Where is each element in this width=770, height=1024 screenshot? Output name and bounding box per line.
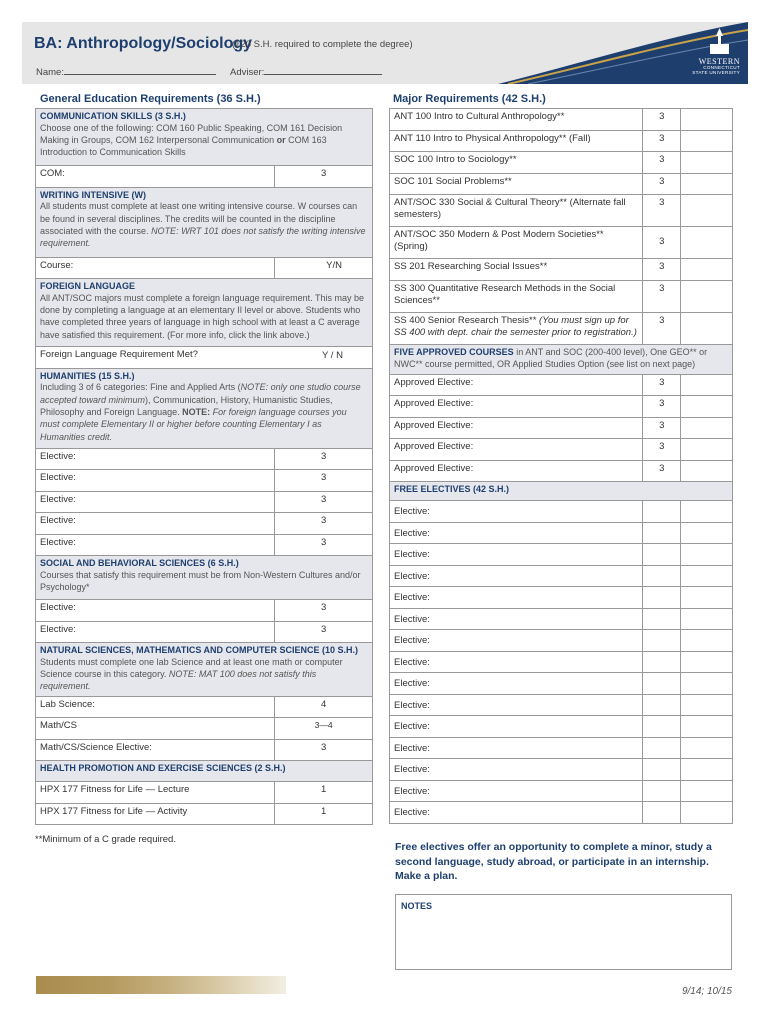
gen-ed-table [35,108,373,825]
table-row[interactable] [390,374,733,396]
grade-cell[interactable] [681,608,733,630]
row-value: 3 [275,621,373,643]
writing-heading: WRITING INTENSIVE (W) [40,189,146,200]
grade-cell[interactable] [681,374,733,396]
grade-cell[interactable] [681,522,733,544]
approved-section [390,344,733,374]
grade-cell[interactable] [681,130,733,152]
comm-heading: COMMUNICATION SKILLS (3 S.H.) [40,111,186,121]
table-row[interactable] [36,166,373,188]
row-label: Elective: [390,544,643,566]
row-label: Elective: [390,780,643,802]
free-electives-note: Free electives offer an opportunity to complete a minor, study a second language, study abroad, or participate in an internship. Make a plan. [395,841,712,883]
row-label: COM: [36,166,275,188]
grade-cell[interactable] [681,780,733,802]
table-row[interactable] [36,696,373,718]
table-row[interactable] [36,803,373,825]
grade-cell[interactable] [681,694,733,716]
name-field[interactable] [36,66,216,78]
humanities-desc: Including 3 of 6 categories: Fine and Applied Arts (NOTE: only one studio course accepted toward minimum), Communication, History, Humanistic Studies, Philosophy and Foreign Language. NOTE: For foreign language courses you must complete Elementary II or higher before counting Elementary I as Humanities credit. [40,382,361,442]
adviser-field[interactable] [230,66,382,78]
table-row[interactable] [390,439,733,461]
row-label: SOC 101 Social Problems** [390,173,643,195]
row-value: 3 [275,534,373,556]
table-row[interactable] [390,227,733,259]
credit-cell[interactable] [643,673,681,695]
row-value: 1 [275,803,373,825]
row-label: Elective: [390,522,643,544]
grade-cell[interactable] [681,565,733,587]
table-row[interactable] [390,544,733,566]
table-row[interactable] [390,780,733,802]
social-heading: SOCIAL AND BEHAVIORAL SCIENCES (6 S.H.) [40,558,239,568]
row-label: Elective: [390,802,643,824]
health-heading: HEALTH PROMOTION AND EXERCISE SCIENCES (2 S.H.) [40,763,286,774]
row-label: HPX 177 Fitness for Life — Lecture [36,782,275,804]
table-row[interactable] [36,470,373,492]
table-row[interactable] [36,257,373,279]
row-value: 3 [275,513,373,535]
row-value: 3 [275,470,373,492]
grade-cell[interactable] [681,109,733,131]
row-label: ANT 100 Intro to Cultural Anthropology** [390,109,643,131]
row-label: SS 300 Quantitative Research Methods in the Social Sciences** [390,280,643,312]
table-row[interactable] [390,280,733,312]
language-desc: All ANT/SOC majors must complete a foreign language requirement. This may be done by completing a language at an elementary II level or above. Students who have completed three years of language in high school with at least a C average have satisfied this requirement. (For more info, click the link above.) [40,292,364,340]
row-label: Elective: [390,694,643,716]
row-value: 3 [643,173,681,195]
credit-cell[interactable] [643,587,681,609]
row-label: Elective: [390,759,643,781]
row-value: 3—4 [275,718,373,740]
table-row[interactable] [36,491,373,513]
row-value: 4 [275,696,373,718]
table-row[interactable] [390,716,733,738]
table-row[interactable] [36,534,373,556]
form-title: BA: Anthropology/Sociology [34,35,253,52]
row-value: 3 [643,280,681,312]
form-subtitle: (120 S.H. required to complete the degree) [232,39,413,50]
table-row[interactable] [390,802,733,824]
grade-cell[interactable] [681,630,733,652]
row-label: Elective: [390,651,643,673]
grade-cell[interactable] [681,759,733,781]
grade-cell[interactable] [681,587,733,609]
comm-desc: Choose one of the following: COM 160 Public Speaking, COM 161 Decision Making in Groups, COM 162 Interpersonal Communication or COM 163 Introduction to Communication Skills [40,122,343,158]
form-header [22,22,748,84]
table-row[interactable] [390,565,733,587]
grade-cell[interactable] [681,396,733,418]
credit-cell[interactable] [643,737,681,759]
approved-desc: FIVE APPROVED COURSES in ANT and SOC (200-400 level), One GEO** or NWC** course permitted, OR Applied Studies Option (see list on next page) [394,346,708,369]
table-row[interactable] [36,739,373,761]
grade-cell[interactable] [681,417,733,439]
credit-cell[interactable] [643,780,681,802]
grade-cell[interactable] [681,152,733,174]
row-value: 3 [275,491,373,513]
name-label: Name: [36,67,64,78]
row-value: 3 [275,600,373,622]
table-row[interactable] [390,759,733,781]
row-label: Elective: [390,565,643,587]
row-label: SS 201 Researching Social Issues** [390,259,643,281]
adviser-label: Adviser: [230,67,265,78]
row-label: Approved Elective: [390,374,643,396]
table-row[interactable] [36,347,373,369]
humanities-heading: HUMANITIES (15 S.H.) [40,370,135,381]
grade-cell[interactable] [681,501,733,523]
table-row[interactable] [390,130,733,152]
grade-cell[interactable] [681,259,733,281]
row-label: SS 400 Senior Research Thesis** (You must sign up for SS 400 with dept. chair the semester prior to registration.) [390,312,643,344]
grade-cell[interactable] [681,460,733,482]
row-value: 3 [643,312,681,344]
major-table [389,108,733,824]
table-row[interactable] [390,195,733,227]
credit-cell[interactable] [643,608,681,630]
row-label: Elective: [36,470,275,492]
row-label: Elective: [390,587,643,609]
row-value: 3 [643,259,681,281]
row-label: Elective: [36,448,275,470]
row-value: 3 [275,166,373,188]
table-row[interactable] [390,651,733,673]
row-label: Approved Elective: [390,417,643,439]
natural-section [36,643,373,697]
row-value: Y / N [322,350,343,361]
row-label: Course: [36,257,275,279]
credit-cell[interactable] [643,544,681,566]
row-label: Elective: [36,600,275,622]
grade-cell[interactable] [681,544,733,566]
table-row[interactable] [390,312,733,344]
row-value: 3 [643,396,681,418]
grade-cell[interactable] [681,195,733,227]
grade-cell[interactable] [681,673,733,695]
row-value: Y/N [275,257,373,279]
row-label: ANT/SOC 330 Social & Cultural Theory** (Alternate fall semesters) [390,195,643,227]
table-row[interactable] [390,694,733,716]
row-label: Elective: [36,534,275,556]
row-label: Elective: [390,737,643,759]
row-label: ANT/SOC 350 Modern & Post Modern Societies** (Spring) [390,227,643,259]
row-value: 3 [643,109,681,131]
table-row[interactable] [390,737,733,759]
free-electives-heading: FREE ELECTIVES (42 S.H.) [394,484,510,494]
row-label: Elective: [36,513,275,535]
grade-cell[interactable] [681,280,733,312]
credit-cell[interactable] [643,651,681,673]
grade-footnote: **Minimum of a C grade required. [35,834,176,845]
row-value: 3 [643,417,681,439]
row-value: 3 [643,439,681,461]
table-row[interactable] [390,673,733,695]
grade-cell[interactable] [681,439,733,461]
table-row[interactable] [36,600,373,622]
grade-cell[interactable] [681,227,733,259]
credit-cell[interactable] [643,716,681,738]
row-label: Approved Elective: [390,460,643,482]
table-row[interactable] [390,396,733,418]
row-label: Elective: [390,673,643,695]
row-value: 3 [643,195,681,227]
notes-label: NOTES [401,901,433,911]
table-row[interactable] [390,259,733,281]
table-row[interactable] [390,608,733,630]
major-title: Major Requirements (42 S.H.) [393,93,546,105]
table-row[interactable] [36,448,373,470]
row-label: Elective: [36,491,275,513]
social-section [36,556,373,600]
row-label: Elective: [390,608,643,630]
row-label: Math/CS [36,718,275,740]
grade-cell[interactable] [681,802,733,824]
row-value: 3 [643,130,681,152]
table-row[interactable] [390,173,733,195]
row-value: 3 [275,448,373,470]
credit-cell[interactable] [643,630,681,652]
notes-box[interactable] [395,894,732,970]
table-row[interactable] [390,152,733,174]
social-desc: Courses that satisfy this requirement must be from Non-Western Cultures and/or Psychology* [40,569,361,593]
table-row[interactable] [36,621,373,643]
row-label: Foreign Language Requirement Met? [40,349,198,360]
row-value: 3 [643,460,681,482]
credit-cell[interactable] [643,522,681,544]
row-label: Elective: [36,621,275,643]
table-row[interactable] [390,417,733,439]
row-label: SOC 100 Intro to Sociology** [390,152,643,174]
natural-heading: NATURAL SCIENCES, MATHEMATICS AND COMPUTER SCIENCE (10 S.H.) [40,645,359,655]
comm-section [36,109,373,166]
grade-cell[interactable] [681,312,733,344]
credit-cell[interactable] [643,565,681,587]
table-row[interactable] [36,782,373,804]
row-label: Lab Science: [36,696,275,718]
table-row[interactable] [390,587,733,609]
humanities-section [36,368,373,448]
table-row[interactable] [390,522,733,544]
row-value: 3 [643,152,681,174]
row-label: Approved Elective: [390,439,643,461]
credit-cell[interactable] [643,501,681,523]
table-row[interactable] [390,460,733,482]
row-label: Elective: [390,630,643,652]
free-electives-rows [390,501,733,824]
language-heading: FOREIGN LANGUAGE [40,281,136,291]
grade-cell[interactable] [681,716,733,738]
grade-cell[interactable] [681,173,733,195]
table-row[interactable] [36,718,373,740]
table-row[interactable] [390,501,733,523]
table-row[interactable] [390,630,733,652]
row-label: HPX 177 Fitness for Life — Activity [36,803,275,825]
gen-ed-title: General Education Requirements (36 S.H.) [40,93,261,105]
grade-cell[interactable] [681,651,733,673]
row-value: 1 [275,782,373,804]
table-row[interactable] [36,513,373,535]
revision-date: 9/14; 10/15 [681,986,732,997]
row-label: Approved Elective: [390,396,643,418]
health-section [36,761,373,782]
credit-cell[interactable] [643,694,681,716]
language-section [36,279,373,347]
writing-desc: All students must complete at least one writing intensive course. W courses can be found in several disciplines. The credits will be counted in the discipline associated with the course. NOTE: WRT 101 does not satisfy the writing intensive requirement. [40,201,366,249]
university-logo [498,22,748,84]
row-label: Math/CS/Science Elective: [36,739,275,761]
row-label: Elective: [390,716,643,738]
footer-gold-bar [36,976,286,994]
row-label: ANT 110 Intro to Physical Anthropology** (Fall) [390,130,643,152]
credit-cell[interactable] [643,802,681,824]
table-row[interactable] [390,109,733,131]
row-value: 3 [643,227,681,259]
row-label: Elective: [390,501,643,523]
grade-cell[interactable] [681,737,733,759]
free-electives-section [390,482,733,501]
row-value: 3 [643,374,681,396]
credit-cell[interactable] [643,759,681,781]
logo-wordmark: WESTERN CONNECTICUT STATE UNIVERSITY [692,57,740,76]
writing-section [36,187,373,257]
natural-desc: Students must complete one lab Science and at least one math or computer Science course in this category. NOTE: MAT 100 does not satisfy this requirement. [40,656,343,692]
row-value: 3 [275,739,373,761]
